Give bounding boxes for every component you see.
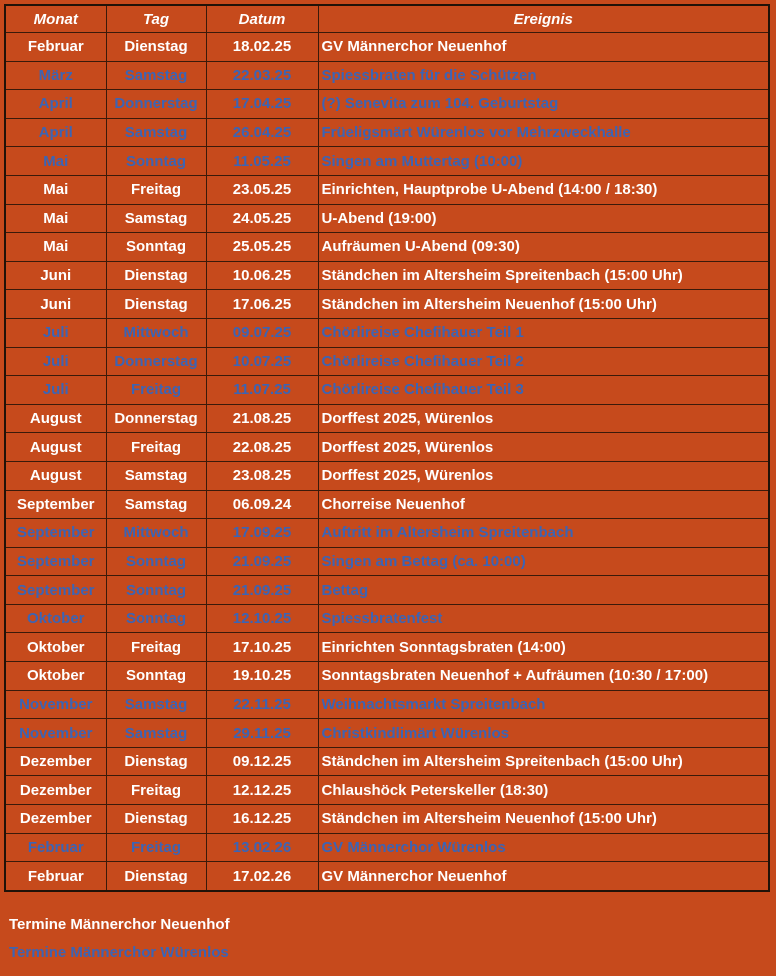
table-row [5, 290, 769, 319]
cell-tag: Freitag [106, 376, 206, 405]
cell-monat: September [5, 519, 106, 548]
schedule-table-wrapper [4, 4, 768, 892]
table-row [5, 376, 769, 405]
table-row [5, 433, 769, 462]
cell-ereignis: GV Männerchor Neuenhof [318, 33, 769, 62]
cell-monat: Juli [5, 318, 106, 347]
table-row [5, 547, 769, 576]
cell-ereignis: Ständchen im Altersheim Neuenhof (15:00 Uhr) [318, 805, 769, 834]
cell-tag: Samstag [106, 61, 206, 90]
cell-tag: Sonntag [106, 576, 206, 605]
table-row [5, 862, 769, 891]
cell-datum: 17.04.25 [206, 90, 318, 119]
cell-datum: 11.07.25 [206, 376, 318, 405]
cell-monat: August [5, 433, 106, 462]
cell-ereignis: Chörlireise Chefihauer Teil 3 [318, 376, 769, 405]
cell-monat: April [5, 118, 106, 147]
header-row [5, 5, 769, 33]
cell-tag: Dienstag [106, 33, 206, 62]
cell-datum: 17.10.25 [206, 633, 318, 662]
table-row [5, 147, 769, 176]
cell-ereignis: Sonntagsbraten Neuenhof + Aufräumen (10:30 / 17:00) [318, 662, 769, 691]
cell-monat: Dezember [5, 747, 106, 776]
cell-datum: 12.12.25 [206, 776, 318, 805]
cell-monat: September [5, 490, 106, 519]
cell-ereignis: Auftritt im Altersheim Spreitenbach [318, 519, 769, 548]
cell-datum: 21.09.25 [206, 576, 318, 605]
table-row [5, 404, 769, 433]
cell-datum: 24.05.25 [206, 204, 318, 233]
cell-ereignis: Bettag [318, 576, 769, 605]
table-row [5, 805, 769, 834]
cell-datum: 17.06.25 [206, 290, 318, 319]
table-row [5, 233, 769, 262]
cell-monat: Oktober [5, 633, 106, 662]
table-row [5, 33, 769, 62]
cell-ereignis: Einrichten, Hauptprobe U-Abend (14:00 / 18:30) [318, 175, 769, 204]
legend-neuenhof: Termine Männerchor Neuenhof [9, 916, 230, 933]
cell-ereignis: GV Männerchor Würenlos [318, 833, 769, 862]
cell-ereignis: (?) Senevita zum 104. Geburtstag [318, 90, 769, 119]
cell-ereignis: Ständchen im Altersheim Spreitenbach (15:00 Uhr) [318, 747, 769, 776]
cell-tag: Samstag [106, 204, 206, 233]
cell-datum: 10.06.25 [206, 261, 318, 290]
cell-datum: 17.09.25 [206, 519, 318, 548]
cell-ereignis: Dorffest 2025, Würenlos [318, 461, 769, 490]
cell-monat: Februar [5, 33, 106, 62]
cell-ereignis: Ständchen im Altersheim Neuenhof (15:00 Uhr) [318, 290, 769, 319]
table-row [5, 719, 769, 748]
cell-ereignis: GV Männerchor Neuenhof [318, 862, 769, 891]
cell-tag: Freitag [106, 776, 206, 805]
cell-datum: 16.12.25 [206, 805, 318, 834]
cell-monat: August [5, 404, 106, 433]
cell-monat: September [5, 576, 106, 605]
cell-monat: Juni [5, 290, 106, 319]
header-tag: Tag [106, 5, 206, 33]
cell-monat: März [5, 61, 106, 90]
cell-datum: 12.10.25 [206, 604, 318, 633]
cell-tag: Sonntag [106, 547, 206, 576]
cell-monat: April [5, 90, 106, 119]
cell-tag: Dienstag [106, 290, 206, 319]
cell-datum: 17.02.26 [206, 862, 318, 891]
header-datum: Datum [206, 5, 318, 33]
cell-tag: Dienstag [106, 747, 206, 776]
cell-tag: Freitag [106, 633, 206, 662]
table-row [5, 776, 769, 805]
cell-ereignis: U-Abend (19:00) [318, 204, 769, 233]
cell-datum: 10.07.25 [206, 347, 318, 376]
cell-ereignis: Ständchen im Altersheim Spreitenbach (15:00 Uhr) [318, 261, 769, 290]
cell-datum: 09.07.25 [206, 318, 318, 347]
cell-tag: Sonntag [106, 147, 206, 176]
cell-monat: Dezember [5, 776, 106, 805]
cell-ereignis: Christkindlimärt Würenlos [318, 719, 769, 748]
cell-tag: Dienstag [106, 805, 206, 834]
cell-ereignis: Einrichten Sonntagsbraten (14:00) [318, 633, 769, 662]
cell-tag: Donnerstag [106, 404, 206, 433]
cell-datum: 22.03.25 [206, 61, 318, 90]
table-row [5, 633, 769, 662]
cell-tag: Donnerstag [106, 347, 206, 376]
cell-tag: Sonntag [106, 662, 206, 691]
table-row [5, 490, 769, 519]
table-row [5, 175, 769, 204]
table-row [5, 90, 769, 119]
cell-ereignis: Chorreise Neuenhof [318, 490, 769, 519]
cell-datum: 19.10.25 [206, 662, 318, 691]
cell-monat: September [5, 547, 106, 576]
cell-datum: 21.09.25 [206, 547, 318, 576]
cell-monat: August [5, 461, 106, 490]
cell-ereignis: Chörlireise Chefihauer Teil 1 [318, 318, 769, 347]
cell-tag: Mittwoch [106, 519, 206, 548]
cell-monat: Februar [5, 862, 106, 891]
legend-wurenlos: Termine Männerchor Würenlos [9, 944, 229, 961]
cell-datum: 29.11.25 [206, 719, 318, 748]
cell-ereignis: Spiessbraten für die Schützen [318, 61, 769, 90]
table-row [5, 261, 769, 290]
cell-monat: Juni [5, 261, 106, 290]
cell-datum: 13.02.26 [206, 833, 318, 862]
table-row [5, 690, 769, 719]
cell-tag: Dienstag [106, 261, 206, 290]
table-row [5, 61, 769, 90]
cell-ereignis: Aufräumen U-Abend (09:30) [318, 233, 769, 262]
cell-ereignis: Früeligsmärt Würenlos vor Mehrzweckhalle [318, 118, 769, 147]
cell-tag: Samstag [106, 490, 206, 519]
cell-datum: 11.05.25 [206, 147, 318, 176]
cell-monat: November [5, 719, 106, 748]
cell-datum: 26.04.25 [206, 118, 318, 147]
cell-tag: Freitag [106, 175, 206, 204]
table-row [5, 118, 769, 147]
table-row [5, 576, 769, 605]
cell-datum: 23.05.25 [206, 175, 318, 204]
header-monat: Monat [5, 5, 106, 33]
cell-datum: 06.09.24 [206, 490, 318, 519]
cell-monat: Mai [5, 233, 106, 262]
cell-monat: Mai [5, 175, 106, 204]
table-row [5, 204, 769, 233]
cell-monat: Mai [5, 147, 106, 176]
cell-tag: Samstag [106, 118, 206, 147]
cell-tag: Donnerstag [106, 90, 206, 119]
cell-monat: Juli [5, 376, 106, 405]
cell-monat: Oktober [5, 604, 106, 633]
cell-monat: Mai [5, 204, 106, 233]
cell-monat: Oktober [5, 662, 106, 691]
cell-tag: Samstag [106, 461, 206, 490]
table-row [5, 347, 769, 376]
cell-ereignis: Chörlireise Chefihauer Teil 2 [318, 347, 769, 376]
cell-datum: 22.11.25 [206, 690, 318, 719]
cell-ereignis: Chlaushöck Peterskeller (18:30) [318, 776, 769, 805]
cell-ereignis: Singen am Muttertag (10:00) [318, 147, 769, 176]
schedule-table [4, 4, 770, 892]
table-row [5, 519, 769, 548]
table-row [5, 747, 769, 776]
header-ereignis: Ereignis [318, 5, 769, 33]
table-row [5, 662, 769, 691]
cell-monat: Juli [5, 347, 106, 376]
cell-ereignis: Singen am Bettag (ca. 10:00) [318, 547, 769, 576]
cell-ereignis: Dorffest 2025, Würenlos [318, 433, 769, 462]
cell-tag: Mittwoch [106, 318, 206, 347]
cell-tag: Samstag [106, 690, 206, 719]
table-body [5, 33, 769, 891]
cell-monat: November [5, 690, 106, 719]
cell-tag: Sonntag [106, 604, 206, 633]
cell-datum: 25.05.25 [206, 233, 318, 262]
cell-tag: Sonntag [106, 233, 206, 262]
table-row [5, 461, 769, 490]
cell-ereignis: Spiessbratenfest [318, 604, 769, 633]
cell-tag: Freitag [106, 433, 206, 462]
cell-tag: Freitag [106, 833, 206, 862]
cell-monat: Februar [5, 833, 106, 862]
cell-datum: 09.12.25 [206, 747, 318, 776]
table-row [5, 604, 769, 633]
table-row [5, 318, 769, 347]
cell-tag: Samstag [106, 719, 206, 748]
cell-datum: 18.02.25 [206, 33, 318, 62]
cell-ereignis: Dorffest 2025, Würenlos [318, 404, 769, 433]
cell-tag: Dienstag [106, 862, 206, 891]
table-row [5, 833, 769, 862]
cell-datum: 21.08.25 [206, 404, 318, 433]
cell-monat: Dezember [5, 805, 106, 834]
cell-datum: 22.08.25 [206, 433, 318, 462]
table-header [5, 5, 769, 33]
cell-ereignis: Weihnachtsmarkt Spreitenbach [318, 690, 769, 719]
cell-datum: 23.08.25 [206, 461, 318, 490]
